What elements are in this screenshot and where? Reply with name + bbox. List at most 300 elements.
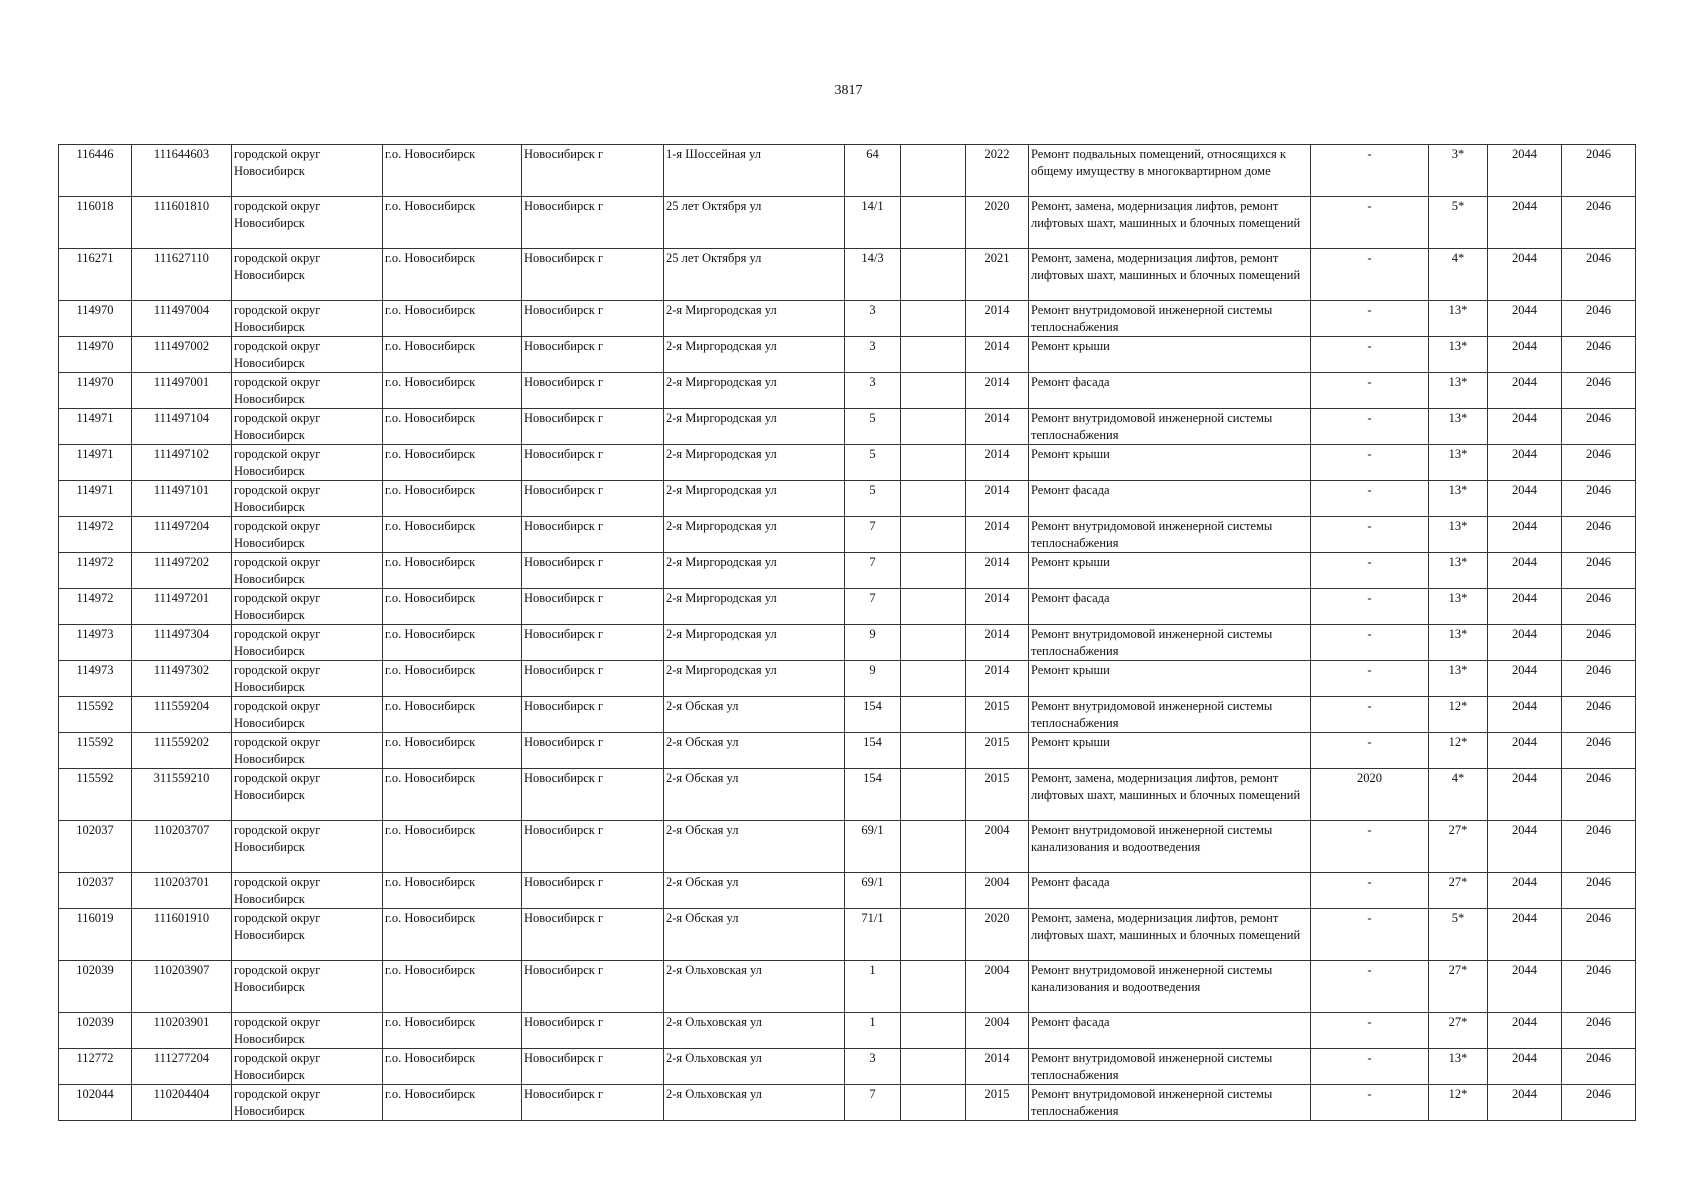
interval-cell: 13* (1429, 661, 1488, 697)
plan-end-cell: 2046 (1562, 517, 1636, 553)
house-number-cell: 9 (845, 625, 901, 661)
year-cell: 2014 (966, 589, 1029, 625)
house-number-cell: 69/1 (845, 821, 901, 873)
work-type-cell: Ремонт фасада (1029, 589, 1311, 625)
interval-cell: 13* (1429, 589, 1488, 625)
extra-cell (901, 769, 966, 821)
year-cell: 2014 (966, 445, 1029, 481)
house-id-cell: 114972 (59, 517, 132, 553)
work-code-cell: 111559202 (132, 733, 232, 769)
locality-cell: Новосибирск г (522, 373, 664, 409)
plan-end-cell: 2046 (1562, 197, 1636, 249)
district-cell: городской округ Новосибирск (232, 661, 383, 697)
street-cell: 2-я Миргородская ул (664, 409, 845, 445)
table-row (59, 961, 1636, 1013)
work-code-cell: 111497104 (132, 409, 232, 445)
year-cell: 2020 (966, 197, 1029, 249)
plan-start-cell: 2044 (1488, 337, 1562, 373)
plan-start-cell: 2044 (1488, 1085, 1562, 1121)
plan-start-cell: 2044 (1488, 661, 1562, 697)
house-id-cell: 114973 (59, 661, 132, 697)
work-code-cell: 110203701 (132, 873, 232, 909)
plan-start-cell: 2044 (1488, 481, 1562, 517)
completed-year-cell: - (1311, 873, 1429, 909)
work-code-cell: 111497102 (132, 445, 232, 481)
completed-year-cell: - (1311, 373, 1429, 409)
locality-cell: Новосибирск г (522, 873, 664, 909)
table-row (59, 1049, 1636, 1085)
completed-year-cell: - (1311, 409, 1429, 445)
table-row (59, 373, 1636, 409)
district-cell: городской округ Новосибирск (232, 445, 383, 481)
work-code-cell: 311559210 (132, 769, 232, 821)
house-id-cell: 114970 (59, 301, 132, 337)
municipality-cell: г.о. Новосибирск (383, 301, 522, 337)
completed-year-cell: - (1311, 445, 1429, 481)
completed-year-cell: - (1311, 301, 1429, 337)
municipality-cell: г.о. Новосибирск (383, 1013, 522, 1049)
municipality-cell: г.о. Новосибирск (383, 517, 522, 553)
year-cell: 2014 (966, 481, 1029, 517)
locality-cell: Новосибирск г (522, 145, 664, 197)
completed-year-cell: 2020 (1311, 769, 1429, 821)
extra-cell (901, 1085, 966, 1121)
work-type-cell: Ремонт, замена, модернизация лифтов, ремонт лифтовых шахт, машинных и блочных помещений (1029, 197, 1311, 249)
district-cell: городской округ Новосибирск (232, 589, 383, 625)
house-id-cell: 102039 (59, 1013, 132, 1049)
municipality-cell: г.о. Новосибирск (383, 733, 522, 769)
year-cell: 2004 (966, 821, 1029, 873)
district-cell: городской округ Новосибирск (232, 961, 383, 1013)
work-type-cell: Ремонт фасада (1029, 373, 1311, 409)
locality-cell: Новосибирск г (522, 733, 664, 769)
extra-cell (901, 1049, 966, 1085)
house-number-cell: 7 (845, 553, 901, 589)
table-row (59, 337, 1636, 373)
house-id-cell: 114972 (59, 589, 132, 625)
extra-cell (901, 373, 966, 409)
municipality-cell: г.о. Новосибирск (383, 1085, 522, 1121)
year-cell: 2014 (966, 301, 1029, 337)
year-cell: 2004 (966, 1013, 1029, 1049)
table-row (59, 249, 1636, 301)
locality-cell: Новосибирск г (522, 769, 664, 821)
street-cell: 2-я Миргородская ул (664, 301, 845, 337)
district-cell: городской округ Новосибирск (232, 697, 383, 733)
locality-cell: Новосибирск г (522, 697, 664, 733)
house-number-cell: 5 (845, 409, 901, 445)
plan-start-cell: 2044 (1488, 301, 1562, 337)
house-number-cell: 7 (845, 517, 901, 553)
house-number-cell: 3 (845, 301, 901, 337)
house-number-cell: 5 (845, 445, 901, 481)
plan-start-cell: 2044 (1488, 961, 1562, 1013)
work-type-cell: Ремонт крыши (1029, 337, 1311, 373)
interval-cell: 13* (1429, 373, 1488, 409)
municipality-cell: г.о. Новосибирск (383, 625, 522, 661)
district-cell: городской округ Новосибирск (232, 769, 383, 821)
street-cell: 2-я Ольховская ул (664, 1049, 845, 1085)
table-row (59, 769, 1636, 821)
completed-year-cell: - (1311, 733, 1429, 769)
district-cell: городской округ Новосибирск (232, 1085, 383, 1121)
locality-cell: Новосибирск г (522, 517, 664, 553)
locality-cell: Новосибирск г (522, 249, 664, 301)
locality-cell: Новосибирск г (522, 481, 664, 517)
house-number-cell: 64 (845, 145, 901, 197)
table-row (59, 145, 1636, 197)
plan-start-cell: 2044 (1488, 821, 1562, 873)
table-row (59, 445, 1636, 481)
street-cell: 2-я Миргородская ул (664, 445, 845, 481)
work-code-cell: 111497002 (132, 337, 232, 373)
work-type-cell: Ремонт внутридомовой инженерной системы канализования и водоотведения (1029, 821, 1311, 873)
plan-start-cell: 2044 (1488, 625, 1562, 661)
work-type-cell: Ремонт крыши (1029, 661, 1311, 697)
year-cell: 2015 (966, 1085, 1029, 1121)
work-type-cell: Ремонт внутридомовой инженерной системы теплоснабжения (1029, 301, 1311, 337)
completed-year-cell: - (1311, 197, 1429, 249)
district-cell: городской округ Новосибирск (232, 337, 383, 373)
interval-cell: 12* (1429, 733, 1488, 769)
locality-cell: Новосибирск г (522, 625, 664, 661)
work-type-cell: Ремонт крыши (1029, 733, 1311, 769)
work-type-cell: Ремонт внутридомовой инженерной системы канализования и водоотведения (1029, 961, 1311, 1013)
district-cell: городской округ Новосибирск (232, 1049, 383, 1085)
completed-year-cell: - (1311, 625, 1429, 661)
locality-cell: Новосибирск г (522, 553, 664, 589)
interval-cell: 13* (1429, 517, 1488, 553)
year-cell: 2014 (966, 553, 1029, 589)
year-cell: 2015 (966, 733, 1029, 769)
work-type-cell: Ремонт, замена, модернизация лифтов, ремонт лифтовых шахт, машинных и блочных помещений (1029, 909, 1311, 961)
work-type-cell: Ремонт фасада (1029, 873, 1311, 909)
year-cell: 2022 (966, 145, 1029, 197)
plan-end-cell: 2046 (1562, 553, 1636, 589)
house-number-cell: 154 (845, 769, 901, 821)
locality-cell: Новосибирск г (522, 961, 664, 1013)
year-cell: 2014 (966, 1049, 1029, 1085)
house-id-cell: 102037 (59, 821, 132, 873)
year-cell: 2014 (966, 661, 1029, 697)
district-cell: городской округ Новосибирск (232, 733, 383, 769)
year-cell: 2014 (966, 517, 1029, 553)
street-cell: 2-я Миргородская ул (664, 337, 845, 373)
year-cell: 2014 (966, 409, 1029, 445)
interval-cell: 4* (1429, 769, 1488, 821)
extra-cell (901, 873, 966, 909)
plan-start-cell: 2044 (1488, 769, 1562, 821)
table-row (59, 553, 1636, 589)
interval-cell: 3* (1429, 145, 1488, 197)
municipality-cell: г.о. Новосибирск (383, 769, 522, 821)
table-row (59, 909, 1636, 961)
municipality-cell: г.о. Новосибирск (383, 481, 522, 517)
work-type-cell: Ремонт фасада (1029, 1013, 1311, 1049)
municipality-cell: г.о. Новосибирск (383, 249, 522, 301)
locality-cell: Новосибирск г (522, 1013, 664, 1049)
extra-cell (901, 409, 966, 445)
district-cell: городской округ Новосибирск (232, 145, 383, 197)
house-id-cell: 102044 (59, 1085, 132, 1121)
work-code-cell: 110203707 (132, 821, 232, 873)
year-cell: 2014 (966, 373, 1029, 409)
municipality-cell: г.о. Новосибирск (383, 409, 522, 445)
street-cell: 2-я Ольховская ул (664, 961, 845, 1013)
plan-end-cell: 2046 (1562, 481, 1636, 517)
house-id-cell: 102039 (59, 961, 132, 1013)
plan-end-cell: 2046 (1562, 249, 1636, 301)
work-code-cell: 111601910 (132, 909, 232, 961)
year-cell: 2015 (966, 697, 1029, 733)
house-id-cell: 114970 (59, 373, 132, 409)
work-code-cell: 110203901 (132, 1013, 232, 1049)
house-number-cell: 3 (845, 337, 901, 373)
work-code-cell: 110204404 (132, 1085, 232, 1121)
district-cell: городской округ Новосибирск (232, 481, 383, 517)
municipality-cell: г.о. Новосибирск (383, 445, 522, 481)
extra-cell (901, 625, 966, 661)
extra-cell (901, 697, 966, 733)
plan-end-cell: 2046 (1562, 337, 1636, 373)
interval-cell: 5* (1429, 909, 1488, 961)
registry-body (59, 145, 1636, 1121)
house-id-cell: 114971 (59, 481, 132, 517)
work-code-cell: 110203907 (132, 961, 232, 1013)
plan-start-cell: 2044 (1488, 553, 1562, 589)
municipality-cell: г.о. Новосибирск (383, 1049, 522, 1085)
house-id-cell: 102037 (59, 873, 132, 909)
house-id-cell: 115592 (59, 733, 132, 769)
locality-cell: Новосибирск г (522, 337, 664, 373)
plan-end-cell: 2046 (1562, 1049, 1636, 1085)
district-cell: городской округ Новосибирск (232, 249, 383, 301)
street-cell: 25 лет Октября ул (664, 197, 845, 249)
interval-cell: 4* (1429, 249, 1488, 301)
municipality-cell: г.о. Новосибирск (383, 873, 522, 909)
plan-start-cell: 2044 (1488, 197, 1562, 249)
table-row (59, 1085, 1636, 1121)
work-code-cell: 111497204 (132, 517, 232, 553)
interval-cell: 13* (1429, 445, 1488, 481)
table-row (59, 409, 1636, 445)
street-cell: 1-я Шоссейная ул (664, 145, 845, 197)
house-number-cell: 3 (845, 1049, 901, 1085)
completed-year-cell: - (1311, 481, 1429, 517)
extra-cell (901, 301, 966, 337)
district-cell: городской округ Новосибирск (232, 873, 383, 909)
work-type-cell: Ремонт внутридомовой инженерной системы теплоснабжения (1029, 517, 1311, 553)
house-id-cell: 116271 (59, 249, 132, 301)
interval-cell: 13* (1429, 1049, 1488, 1085)
plan-start-cell: 2044 (1488, 249, 1562, 301)
district-cell: городской округ Новосибирск (232, 409, 383, 445)
extra-cell (901, 145, 966, 197)
interval-cell: 27* (1429, 1013, 1488, 1049)
house-number-cell: 69/1 (845, 873, 901, 909)
interval-cell: 13* (1429, 481, 1488, 517)
house-number-cell: 7 (845, 1085, 901, 1121)
municipality-cell: г.о. Новосибирск (383, 337, 522, 373)
completed-year-cell: - (1311, 821, 1429, 873)
street-cell: 2-я Обская ул (664, 909, 845, 961)
extra-cell (901, 733, 966, 769)
municipality-cell: г.о. Новосибирск (383, 589, 522, 625)
completed-year-cell: - (1311, 589, 1429, 625)
district-cell: городской округ Новосибирск (232, 625, 383, 661)
interval-cell: 13* (1429, 301, 1488, 337)
house-number-cell: 154 (845, 733, 901, 769)
table-row (59, 481, 1636, 517)
completed-year-cell: - (1311, 1085, 1429, 1121)
work-code-cell: 111277204 (132, 1049, 232, 1085)
street-cell: 25 лет Октября ул (664, 249, 845, 301)
extra-cell (901, 197, 966, 249)
locality-cell: Новосибирск г (522, 1085, 664, 1121)
plan-start-cell: 2044 (1488, 517, 1562, 553)
work-type-cell: Ремонт, замена, модернизация лифтов, ремонт лифтовых шахт, машинных и блочных помещений (1029, 769, 1311, 821)
work-code-cell: 111497202 (132, 553, 232, 589)
municipality-cell: г.о. Новосибирск (383, 909, 522, 961)
street-cell: 2-я Миргородская ул (664, 553, 845, 589)
plan-start-cell: 2044 (1488, 589, 1562, 625)
interval-cell: 5* (1429, 197, 1488, 249)
house-number-cell: 9 (845, 661, 901, 697)
district-cell: городской округ Новосибирск (232, 553, 383, 589)
registry-table (58, 144, 1636, 1121)
locality-cell: Новосибирск г (522, 301, 664, 337)
completed-year-cell: - (1311, 661, 1429, 697)
extra-cell (901, 821, 966, 873)
house-number-cell: 71/1 (845, 909, 901, 961)
extra-cell (901, 661, 966, 697)
table-row (59, 625, 1636, 661)
completed-year-cell: - (1311, 337, 1429, 373)
completed-year-cell: - (1311, 697, 1429, 733)
work-code-cell: 111559204 (132, 697, 232, 733)
district-cell: городской округ Новосибирск (232, 517, 383, 553)
work-type-cell: Ремонт внутридомовой инженерной системы теплоснабжения (1029, 1085, 1311, 1121)
table-row (59, 301, 1636, 337)
district-cell: городской округ Новосибирск (232, 373, 383, 409)
plan-end-cell: 2046 (1562, 1085, 1636, 1121)
locality-cell: Новосибирск г (522, 409, 664, 445)
house-number-cell: 154 (845, 697, 901, 733)
extra-cell (901, 1013, 966, 1049)
municipality-cell: г.о. Новосибирск (383, 961, 522, 1013)
completed-year-cell: - (1311, 145, 1429, 197)
interval-cell: 27* (1429, 873, 1488, 909)
house-number-cell: 5 (845, 481, 901, 517)
completed-year-cell: - (1311, 249, 1429, 301)
house-id-cell: 112772 (59, 1049, 132, 1085)
extra-cell (901, 337, 966, 373)
house-number-cell: 14/1 (845, 197, 901, 249)
plan-start-cell: 2044 (1488, 373, 1562, 409)
interval-cell: 12* (1429, 697, 1488, 733)
extra-cell (901, 553, 966, 589)
work-type-cell: Ремонт крыши (1029, 553, 1311, 589)
locality-cell: Новосибирск г (522, 909, 664, 961)
interval-cell: 13* (1429, 553, 1488, 589)
plan-end-cell: 2046 (1562, 909, 1636, 961)
interval-cell: 13* (1429, 625, 1488, 661)
year-cell: 2015 (966, 769, 1029, 821)
extra-cell (901, 481, 966, 517)
plan-end-cell: 2046 (1562, 769, 1636, 821)
street-cell: 2-я Миргородская ул (664, 481, 845, 517)
work-type-cell: Ремонт крыши (1029, 445, 1311, 481)
table-row (59, 661, 1636, 697)
work-type-cell: Ремонт внутридомовой инженерной системы теплоснабжения (1029, 625, 1311, 661)
house-id-cell: 114971 (59, 409, 132, 445)
work-type-cell: Ремонт внутридомовой инженерной системы теплоснабжения (1029, 1049, 1311, 1085)
table-row (59, 517, 1636, 553)
street-cell: 2-я Обская ул (664, 733, 845, 769)
house-id-cell: 116018 (59, 197, 132, 249)
table-row (59, 733, 1636, 769)
plan-end-cell: 2046 (1562, 697, 1636, 733)
work-code-cell: 111497201 (132, 589, 232, 625)
plan-end-cell: 2046 (1562, 821, 1636, 873)
table-row (59, 821, 1636, 873)
interval-cell: 13* (1429, 337, 1488, 373)
plan-start-cell: 2044 (1488, 733, 1562, 769)
completed-year-cell: - (1311, 1049, 1429, 1085)
street-cell: 2-я Миргородская ул (664, 589, 845, 625)
plan-start-cell: 2044 (1488, 909, 1562, 961)
table-row (59, 197, 1636, 249)
extra-cell (901, 909, 966, 961)
plan-start-cell: 2044 (1488, 697, 1562, 733)
municipality-cell: г.о. Новосибирск (383, 373, 522, 409)
house-id-cell: 114971 (59, 445, 132, 481)
municipality-cell: г.о. Новосибирск (383, 145, 522, 197)
completed-year-cell: - (1311, 961, 1429, 1013)
house-id-cell: 116019 (59, 909, 132, 961)
municipality-cell: г.о. Новосибирск (383, 821, 522, 873)
street-cell: 2-я Ольховская ул (664, 1085, 845, 1121)
municipality-cell: г.о. Новосибирск (383, 197, 522, 249)
completed-year-cell: - (1311, 517, 1429, 553)
year-cell: 2021 (966, 249, 1029, 301)
work-code-cell: 111497101 (132, 481, 232, 517)
plan-end-cell: 2046 (1562, 873, 1636, 909)
plan-end-cell: 2046 (1562, 409, 1636, 445)
year-cell: 2014 (966, 625, 1029, 661)
work-type-cell: Ремонт подвальных помещений, относящихся к общему имуществу в многоквартирном доме (1029, 145, 1311, 197)
completed-year-cell: - (1311, 1013, 1429, 1049)
year-cell: 2004 (966, 961, 1029, 1013)
completed-year-cell: - (1311, 909, 1429, 961)
street-cell: 2-я Миргородская ул (664, 661, 845, 697)
locality-cell: Новосибирск г (522, 661, 664, 697)
house-id-cell: 115592 (59, 769, 132, 821)
extra-cell (901, 445, 966, 481)
plan-end-cell: 2046 (1562, 589, 1636, 625)
locality-cell: Новосибирск г (522, 821, 664, 873)
interval-cell: 27* (1429, 821, 1488, 873)
house-number-cell: 3 (845, 373, 901, 409)
plan-end-cell: 2046 (1562, 661, 1636, 697)
extra-cell (901, 589, 966, 625)
plan-start-cell: 2044 (1488, 445, 1562, 481)
work-type-cell: Ремонт внутридомовой инженерной системы теплоснабжения (1029, 409, 1311, 445)
table-row (59, 589, 1636, 625)
plan-end-cell: 2046 (1562, 301, 1636, 337)
plan-start-cell: 2044 (1488, 409, 1562, 445)
street-cell: 2-я Миргородская ул (664, 373, 845, 409)
